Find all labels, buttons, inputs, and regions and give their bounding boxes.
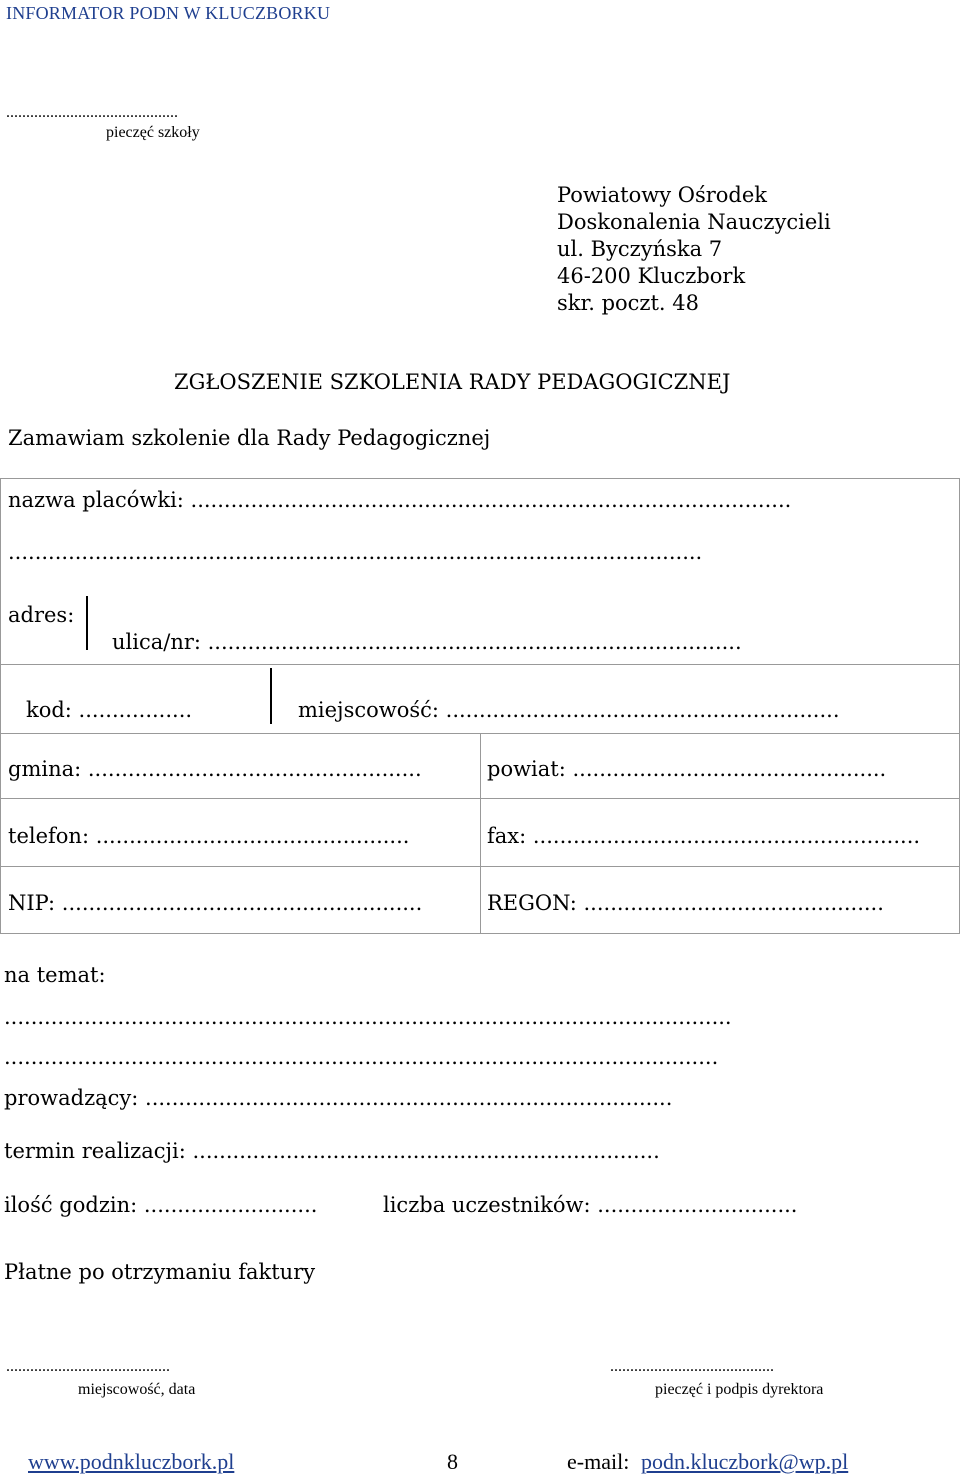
field-prowadzacy[interactable]: prowadzący: ............................................................................... bbox=[4, 1086, 673, 1110]
footer-website-link[interactable]: www.podnkluczbork.pl bbox=[28, 1449, 235, 1474]
field-kod[interactable]: kod: ................. bbox=[26, 698, 193, 722]
recipient-line-3: ul. Byczyńska 7 bbox=[557, 237, 723, 261]
kod-divider bbox=[270, 668, 272, 724]
adres-bracket bbox=[86, 596, 88, 650]
field-gmina[interactable]: gmina: .................................................. bbox=[8, 757, 422, 781]
grid-line-middle bbox=[480, 733, 481, 933]
field-regon[interactable]: REGON: ............................................. bbox=[487, 891, 884, 915]
payment-note: Płatne po otrzymaniu faktury bbox=[4, 1260, 316, 1284]
field-nazwa-placowki-cont[interactable]: ........................................................................................................ bbox=[8, 540, 703, 564]
form-intro: Zamawiam szkolenie dla Rady Pedagogicznej bbox=[8, 426, 491, 450]
recipient-line-4: 46-200 Kluczbork bbox=[557, 264, 746, 288]
field-ulica[interactable]: ulica/nr: ................................................................................ bbox=[112, 630, 742, 654]
recipient-line-1: Powiatowy Ośrodek bbox=[557, 183, 767, 207]
grid-line-address bbox=[0, 664, 960, 665]
field-temat-1[interactable]: ............................................................................................................. bbox=[4, 1005, 732, 1029]
field-miejscowosc[interactable]: miejscowość: ........................................................... bbox=[298, 698, 840, 722]
footer-email-label: e-mail: bbox=[567, 1449, 630, 1474]
recipient-line-2: Doskonalenia Nauczycieli bbox=[557, 210, 831, 234]
field-nip[interactable]: NIP: ...................................................... bbox=[8, 891, 423, 915]
signature-left-label: miejscowość, data bbox=[78, 1381, 196, 1398]
stamp-dots: ........................................... bbox=[6, 104, 178, 121]
stamp-label: pieczęć szkoły bbox=[106, 124, 200, 141]
field-fax[interactable]: fax: .......................................................... bbox=[487, 824, 921, 848]
field-telefon[interactable]: telefon: ............................................... bbox=[8, 824, 410, 848]
grid-line-nip bbox=[0, 933, 960, 934]
grid-line-top bbox=[0, 478, 960, 479]
field-liczba-uczestnikow[interactable]: liczba uczestników: .............................. bbox=[383, 1193, 798, 1217]
field-ilosc-godzin[interactable]: ilość godzin: .......................... bbox=[4, 1193, 318, 1217]
grid-line-left bbox=[0, 478, 1, 933]
signature-right-label: pieczęć i podpis dyrektora bbox=[655, 1381, 824, 1398]
field-termin[interactable]: termin realizacji: ...................................................................... bbox=[4, 1139, 660, 1163]
field-temat-2[interactable]: ........................................................................................................... bbox=[4, 1045, 719, 1069]
signature-right-dots[interactable]: ......................................... bbox=[610, 1358, 774, 1375]
footer-email-link[interactable]: podn.kluczbork@wp.pl bbox=[641, 1449, 849, 1474]
header-title: INFORMATOR PODN W KLUCZBORKU bbox=[6, 3, 331, 23]
recipient-line-5: skr. poczt. 48 bbox=[557, 291, 700, 315]
form-title: ZGŁOSZENIE SZKOLENIA RADY PEDAGOGICZNEJ bbox=[174, 370, 731, 394]
field-nazwa-placowki[interactable]: nazwa placówki: .......................................................................................... bbox=[8, 488, 792, 512]
field-powiat[interactable]: powiat: ............................................... bbox=[487, 757, 887, 781]
page-number: 8 bbox=[447, 1449, 458, 1474]
adres-label: adres: bbox=[8, 603, 75, 627]
temat-label: na temat: bbox=[4, 963, 106, 987]
signature-left-dots[interactable]: ......................................... bbox=[6, 1358, 170, 1375]
